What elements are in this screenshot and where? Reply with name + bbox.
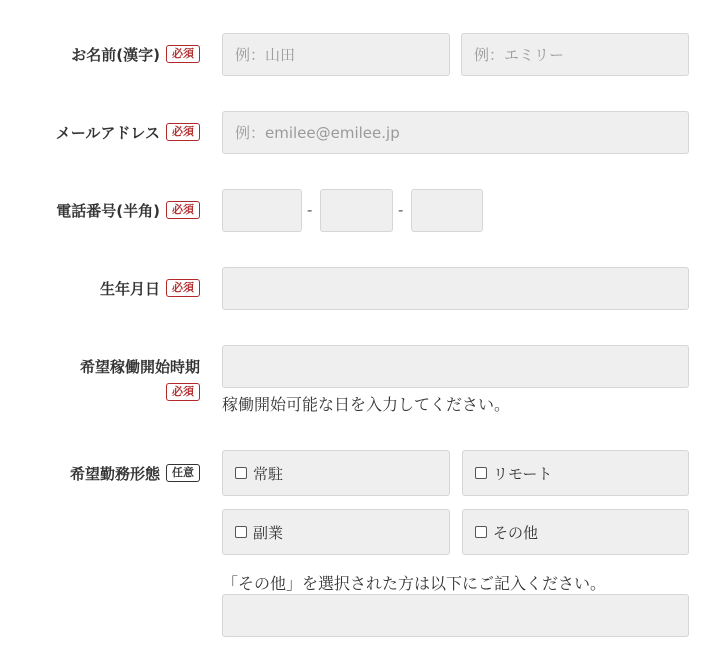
last-name-placeholder: 例：山田 <box>235 46 296 64</box>
work-style-option-remote[interactable] <box>462 450 689 496</box>
phone-label: 電話番号(半角) <box>56 201 160 220</box>
checkbox[interactable] <box>235 526 247 538</box>
phone-separator: - <box>398 201 404 219</box>
phone-label-row <box>56 200 200 220</box>
required-badge: 必須 <box>166 383 200 401</box>
checkbox[interactable] <box>475 526 487 538</box>
birthdate-label: 生年月日 <box>99 279 160 298</box>
name-label-row <box>71 44 200 64</box>
first-name-placeholder: 例：エミリー <box>474 46 565 64</box>
required-badge: 必須 <box>166 123 200 141</box>
option-label: 常駐 <box>253 464 284 483</box>
last-name-input[interactable] <box>222 33 450 76</box>
work-style-option-onsite[interactable] <box>222 450 450 496</box>
required-badge: 必須 <box>166 45 200 63</box>
work-style-option-other[interactable] <box>462 509 689 555</box>
name-label: お名前(漢字) <box>71 45 160 64</box>
other-help-text: 「その他」を選択された方は以下にご記入ください。 <box>222 574 607 593</box>
email-input[interactable] <box>222 111 689 154</box>
birthdate-input[interactable] <box>222 267 689 310</box>
phone-input-2[interactable] <box>320 189 393 232</box>
email-label-row <box>56 122 200 142</box>
birthdate-label-row <box>100 278 200 298</box>
start-date-label-row <box>80 356 200 401</box>
start-date-label: 希望稼働開始時期 <box>79 358 200 376</box>
work-style-label-row <box>70 463 200 483</box>
checkbox[interactable] <box>475 467 487 479</box>
start-date-input[interactable] <box>222 345 689 388</box>
checkbox[interactable] <box>235 467 247 479</box>
email-placeholder: 例：emilee@emilee.jp <box>235 124 400 142</box>
option-label: リモート <box>493 464 553 483</box>
phone-separator: - <box>307 201 313 219</box>
optional-badge: 任意 <box>166 464 200 482</box>
required-badge: 必須 <box>166 201 200 219</box>
other-input[interactable] <box>222 594 689 637</box>
start-date-help-text: 稼働開始可能な日を入力してください。 <box>222 395 511 414</box>
phone-input-1[interactable] <box>222 189 302 232</box>
required-badge: 必須 <box>166 279 200 297</box>
phone-input-3[interactable] <box>411 189 483 232</box>
work-style-option-side-job[interactable] <box>222 509 450 555</box>
work-style-label: 希望勤務形態 <box>69 464 160 483</box>
option-label: その他 <box>493 523 539 542</box>
email-label: メールアドレス <box>55 123 160 142</box>
first-name-input[interactable] <box>461 33 689 76</box>
option-label: 副業 <box>253 523 284 542</box>
